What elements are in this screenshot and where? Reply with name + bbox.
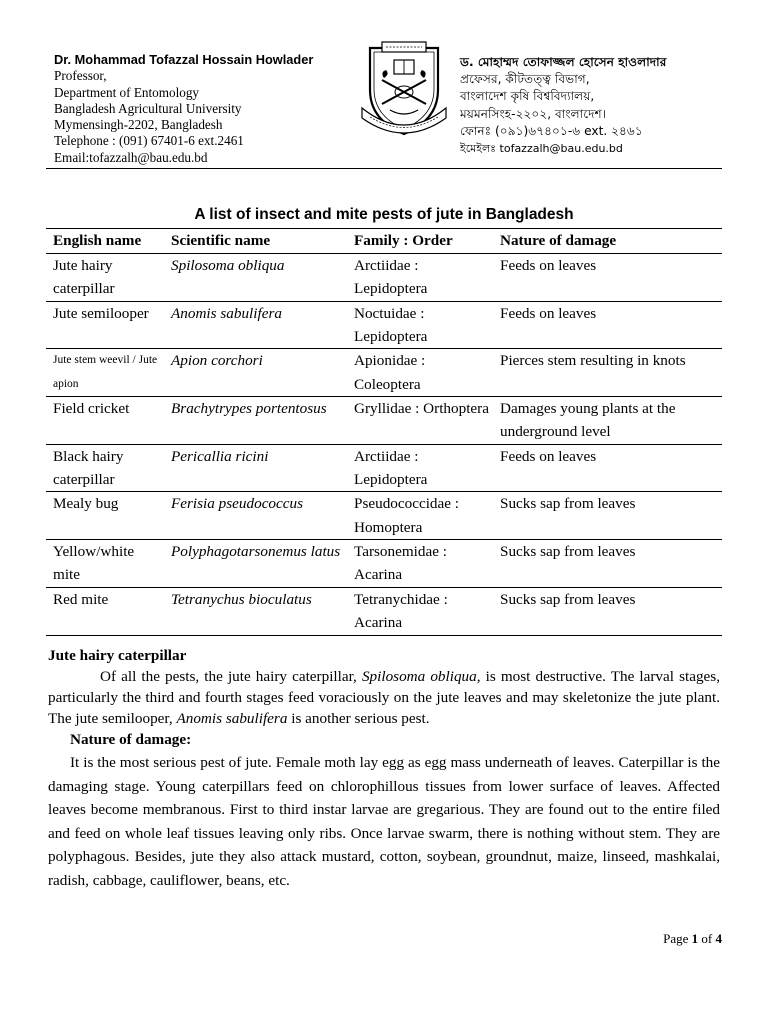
scientific-name-cell: Apion corchori <box>164 349 347 397</box>
page-label: Page <box>663 931 689 946</box>
family-order-cell: Gryllidae : Orthoptera <box>347 397 493 445</box>
section-heading: Jute hairy caterpillar <box>48 647 187 664</box>
table-row <box>46 540 722 588</box>
table-row <box>46 587 722 635</box>
damage-cell: Feeds on leaves <box>493 301 722 349</box>
damage-cell: Pierces stem resulting in knots <box>493 349 722 397</box>
scientific-name-cell: Polyphagotarsonemus latus <box>164 540 347 588</box>
letterhead-divider <box>46 168 722 169</box>
intro-text: Of all the pests, the jute hairy caterpillar, <box>100 668 362 685</box>
english-name-cell: Jute hairy caterpillar <box>46 254 164 302</box>
scientific-name-cell: Brachytrypes portentosus <box>164 397 347 445</box>
column-header: English name <box>46 229 164 254</box>
english-name-cell: Black hairy caterpillar <box>46 444 164 492</box>
letterhead-english <box>54 52 354 166</box>
table-row <box>46 492 722 540</box>
damage-cell: Feeds on leaves <box>493 254 722 302</box>
column-header: Nature of damage <box>493 229 722 254</box>
author-title: Professor, <box>54 68 107 84</box>
university-seal-icon <box>360 38 448 138</box>
author-address-bangla: ময়মনসিংহ-২২০২, বাংলাদেশ। <box>460 106 607 121</box>
table-row <box>46 349 722 397</box>
damage-paragraph: It is the most serious pest of jute. Female moth lay egg as egg mass underneath of leaves. Caterpillar is the damaging stage. Young caterpillars feed on chlorophillous tissues from lower surface of leaves. Affected leaves become membranous. First to third instar larvae are gregarious. They are found out to the entire filed and feed on whole leaf tissues leaving only ribs. Once larvae swarm, there is nothing without stem. They are polyphagous. Besides, jute they also attack mustard, cotton, soybean, groundnut, maize, linseed, mashkalai, radish, cabbage, cauliflower, beans, etc. <box>48 754 720 889</box>
author-name: Dr. Mohammad Tofazzal Hossain Howlader <box>54 52 314 67</box>
table-row <box>46 397 722 445</box>
family-order-cell: Tetranychidae : Acarina <box>347 587 493 635</box>
family-order-cell: Arctiidae : Lepidoptera <box>347 444 493 492</box>
english-name-cell: Jute stem weevil / Jute apion <box>46 349 164 397</box>
table-header-row <box>46 229 722 254</box>
family-order-cell: Tarsonemidae : Acarina <box>347 540 493 588</box>
author-email[interactable]: Email:tofazzalh@bau.edu.bd <box>54 149 208 165</box>
damage-cell: Sucks sap from leaves <box>493 587 722 635</box>
intro-paragraph <box>48 666 720 729</box>
author-university-bangla: বাংলাদেশ কৃষি বিশ্ববিদ্যালয়, <box>460 89 595 104</box>
table-row <box>46 254 722 302</box>
table-title: A list of insect and mite pests of jute in Bangladesh <box>194 206 574 223</box>
author-title-bangla: প্রফেসর, কীটতত্ত্ব বিভাগ, <box>460 72 590 87</box>
damage-cell: Sucks sap from leaves <box>493 492 722 540</box>
scientific-name-cell: Anomis sabulifera <box>164 301 347 349</box>
of-label: of <box>701 931 713 946</box>
table-row <box>46 301 722 349</box>
family-order-cell: Arctiidae : Lepidoptera <box>347 254 493 302</box>
damage-cell: Feeds on leaves <box>493 444 722 492</box>
section-jute-hairy-caterpillar <box>48 646 720 892</box>
english-name-cell: Mealy bug <box>46 492 164 540</box>
family-order-cell: Noctuidae : Lepidoptera <box>347 301 493 349</box>
column-header: Scientific name <box>164 229 347 254</box>
author-university: Bangladesh Agricultural University <box>54 100 242 116</box>
letterhead-bangla <box>460 54 750 157</box>
english-name-cell: Jute semilooper <box>46 301 164 349</box>
scientific-name-cell: Ferisia pseudococcus <box>164 492 347 540</box>
english-name-cell: Red mite <box>46 587 164 635</box>
author-address: Mymensingh-2202, Bangladesh <box>54 117 223 133</box>
author-name-bangla: ড. মোহাম্মদ তোফাজ্জল হোসেন হাওলাদার <box>460 55 667 69</box>
page-number <box>663 931 722 947</box>
author-telephone-bangla: ফোনঃ (০৯১)৬৭৪০১-৬ ext. ২৪৬১ <box>460 123 643 138</box>
pest-table <box>46 228 722 636</box>
scientific-name: Spilosoma obliqua, <box>361 668 481 685</box>
scientific-name-cell: Pericallia ricini <box>164 444 347 492</box>
total-pages: 4 <box>715 931 722 946</box>
table-row <box>46 444 722 492</box>
current-page: 1 <box>691 931 699 946</box>
damage-cell: Sucks sap from leaves <box>493 540 722 588</box>
family-order-cell: Pseudococcidae : Homoptera <box>347 492 493 540</box>
scientific-name-cell: Tetranychus bioculatus <box>164 587 347 635</box>
intro-text: is most destructive. The larval stages, particularly the third and fourth stages feed voraciously on the jute leaves and may skeletonize the jute plant. The jute semilooper, <box>48 668 720 727</box>
subsection-heading: Nature of damage: <box>70 731 192 748</box>
damage-cell: Damages young plants at the underground level <box>493 397 722 445</box>
column-header: Family : Order <box>347 229 493 254</box>
english-name-cell: Field cricket <box>46 397 164 445</box>
author-telephone: Telephone : (091) 67401-6 ext.2461 <box>54 133 244 149</box>
scientific-name-cell: Spilosoma obliqua <box>164 254 347 302</box>
author-department: Department of Entomology <box>54 84 200 100</box>
english-name-cell: Yellow/white mite <box>46 540 164 588</box>
scientific-name: Anomis sabulifera <box>176 710 288 727</box>
author-email-bangla[interactable]: ইমেইলঃ tofazzalh@bau.edu.bd <box>460 142 623 156</box>
family-order-cell: Apionidae : Coleoptera <box>347 349 493 397</box>
intro-text: is another serious pest. <box>287 710 430 727</box>
